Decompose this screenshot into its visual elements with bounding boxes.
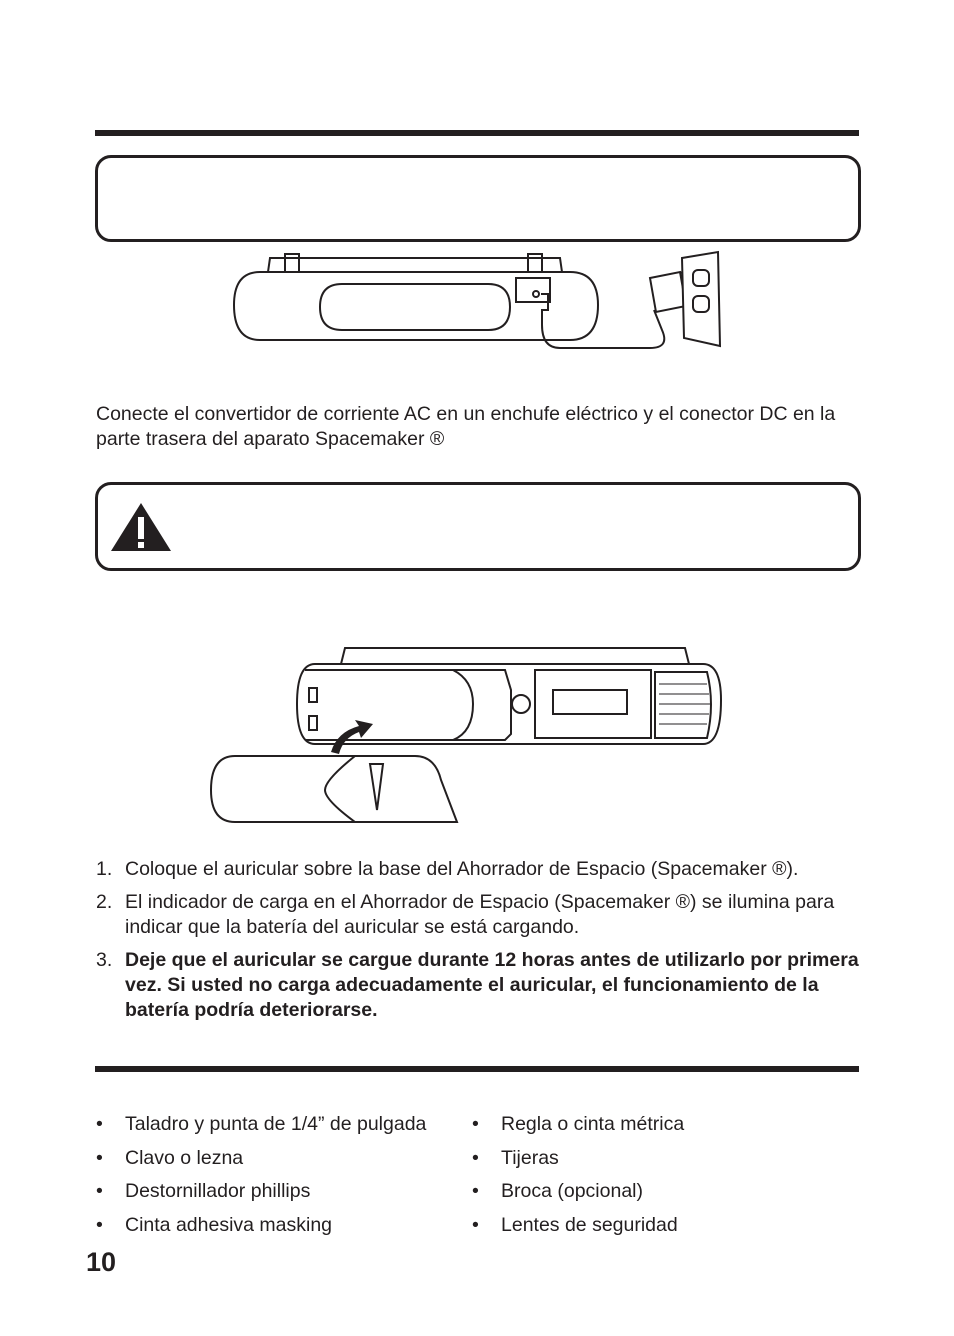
charging-steps: [96, 857, 866, 1031]
list-item: [472, 1213, 852, 1247]
step-number: 2.: [96, 891, 113, 913]
tool-label: Regla o cinta métrica: [501, 1113, 685, 1135]
top-rule: [95, 130, 859, 136]
list-item: [96, 890, 866, 940]
bullet: •: [472, 1113, 479, 1135]
bullet: •: [96, 1113, 103, 1135]
list-item: [96, 1213, 466, 1247]
section-heading-box: [95, 155, 861, 242]
step-text: Deje que el auricular se cargue durante 12 horas antes de utilizarlo por primera vez. Si usted no carga adecuadamente el auricular, el funcionamiento de la batería podría deteriorarse.: [125, 949, 859, 1021]
list-item: [96, 1179, 466, 1213]
handset-charging-illustration: [205, 640, 725, 830]
tool-label: Tijeras: [501, 1146, 559, 1169]
warning-icon: [109, 501, 173, 553]
list-item: [472, 1146, 852, 1180]
tool-label: Taladro y punta de 1/4” de pulgada: [125, 1113, 427, 1135]
bullet: •: [472, 1146, 479, 1169]
bullet: •: [472, 1180, 479, 1202]
tool-label: Clavo o lezna: [125, 1146, 244, 1169]
connection-instruction: Conecte el convertidor de corriente AC en un enchufe eléctrico y el conector DC en la parte trasera del aparato Spacemaker ®: [96, 403, 836, 450]
step-text: Coloque el auricular sobre la base del Ahorrador de Espacio (Spacemaker ®).: [125, 858, 799, 880]
page-number: 10: [86, 1247, 117, 1277]
bullet: •: [472, 1213, 479, 1236]
bullet: •: [96, 1213, 103, 1236]
list-item: [96, 1112, 466, 1146]
step-number: 1.: [96, 858, 113, 880]
tools-list-right: [472, 1112, 852, 1246]
bullet: •: [96, 1180, 103, 1202]
tool-label: Lentes de seguridad: [501, 1213, 678, 1236]
ac-connection-illustration: [230, 250, 730, 360]
bullet: •: [96, 1146, 103, 1169]
tool-label: Cinta adhesiva masking: [125, 1213, 333, 1236]
list-item: [96, 857, 866, 882]
tool-label: Destornillador phillips: [125, 1180, 311, 1202]
tools-list-left: [96, 1112, 466, 1246]
warning-box: [95, 482, 861, 571]
list-item: [472, 1179, 852, 1213]
list-item: [96, 1146, 466, 1180]
tool-label: Broca (opcional): [501, 1180, 643, 1202]
list-item: [472, 1112, 852, 1146]
step-text: El indicador de carga en el Ahorrador de Espacio (Spacemaker ®) se ilumina para indicar que la batería del auricular se está cargando.: [125, 891, 835, 938]
step-number: 3.: [96, 949, 113, 971]
section-rule: [95, 1066, 859, 1072]
list-item: [96, 948, 866, 1023]
